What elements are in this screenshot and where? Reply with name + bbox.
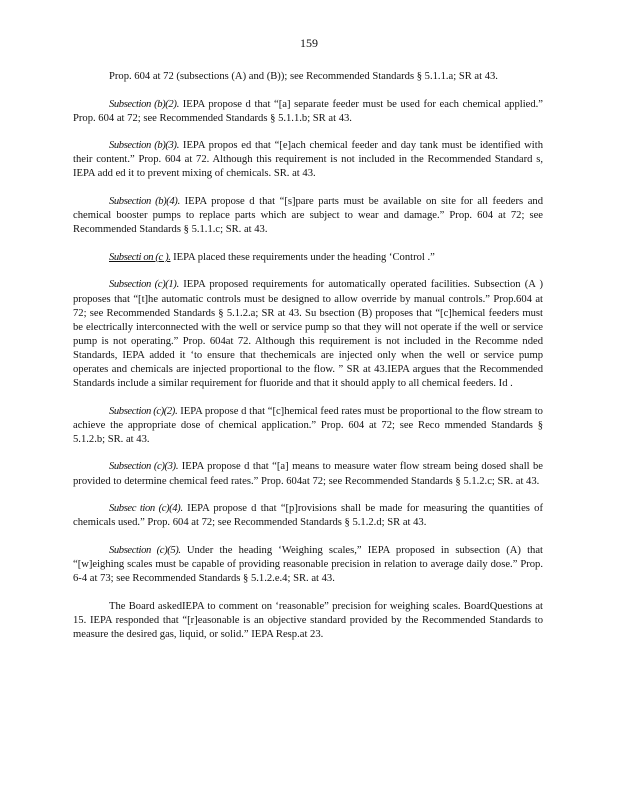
paragraph-text: Prop. 604 at 72 (subsections (A) and (B)); see Recommended Standards § 5.1.1.a; SR at 43. [109,71,498,82]
subsection-heading: Subsection (c)(5). [109,544,181,556]
subsection-heading: Subsecti on (c ). [109,251,171,263]
paragraph-subsection-c3 [73,460,543,488]
paragraph-subsection-b3 [73,139,543,181]
paragraph-text: . IEPA propose d that “[p]rovisions shall be made for measuring the quantities of chemicals used.” Prop. 604 at 72; see Recommended Standards § 5.1.2.d; SR at 43. [73,503,543,529]
paragraph-subsection-b2 [73,98,543,126]
paragraph-board-question [73,600,543,642]
paragraph-subsection-c4 [73,502,543,530]
paragraph-subsection-c2 [73,405,543,447]
document-body [73,70,543,655]
paragraph-text: IEPA placed these requirements under the heading ‘Control .” [170,251,435,263]
subsection-heading: Subsection (c)(1) [109,279,177,291]
page-number: 159 [300,36,318,50]
paragraph-1 [73,70,543,84]
paragraph-text: . IEPA propose d that “[a] means to measure water flow stream being dosed shall be provided to determine chemical feed rates.” Prop. 604at 72; see Recommended Standards § 5.1.2.c; SR. at 43. [73,461,544,487]
subsection-heading: Subsection (b)(2) [109,98,177,110]
paragraph-subsection-c [73,251,543,265]
paragraph-text: . IEPA proposed requirements for automatically operated facilities. Subsection (A ) proposes that “[t]he automatic controls must be designed to allow override by manual controls.” Prop.604 at 72; see Recommended Standards § 5.1.2.a; SR at 43. Su bsection (B) proposes that “[c]hemical feeders must be electrically interconnected with the well or service pump so that they will not operate if the well or service pump is not operating.” Prop. 604at 72. Although this requirement is not included in the Recomme nded Standards, IEPA added it ‘to ensure that thechemicals are injected only when the well or service pump operates and chemicals are injected proportional to the flow. ” SR at 43.IEPA argues that the Recommended Standards include a similar requirement for fluoride and that it should apply to all chemical feeders. Id . [73,279,543,390]
paragraph-text: The Board askedIEPA to comment on ‘reasonable” precision for weighing scales. BoardQuestions at 15. IEPA responded that “[r]easonable is an objective standard provided by the Recommended Standards to measure the desired gas, liquid, or solid.” IEPA Resp.at 23. [73,600,543,640]
subsection-heading: Subsection (b)(4) [109,196,178,208]
subsection-heading: Subsection (c)(2) [109,405,175,417]
paragraph-text: . IEPA propose d that “[a] separate feeder must be used for each chemical applied.” Prop. 604 at 72; see Recommended Standards § 5.1.1.b; SR at 43. [73,98,543,124]
paragraph-subsection-c1 [73,278,543,391]
paragraph-subsection-c5 [73,544,543,586]
subsection-heading: Subsection (b)(3) [109,140,177,152]
subsection-heading: Subsec tion (c)(4) [109,503,181,515]
paragraph-text: . IEPA propose d that “[c]hemical feed rates must be proportional to the flow stream to achieve the appropriate dose of chemical application.” Prop. 604 at 72; see Reco mmended Standards § 5.1.2.b; SR. at 43. [73,405,543,445]
paragraph-subsection-b4 [73,195,543,237]
paragraph-text: . IEPA propose d that “[s]pare parts must be available on site for all feeders and chemical booster pumps to replace parts which are subject to wear and damage.” Prop. 604 at 72; see Recommended Standards § 5.1.1.c; SR. at 43. [73,196,544,236]
subsection-heading: Subsection (c)(3) [109,461,176,473]
paragraph-text: . IEPA propos ed that “[e]ach chemical feeder and day tank must be identified with their content.” Prop. 604 at 72. Although this requirement is not included in the Recommended Standard s, IEPA add ed it to prevent mixing of chemicals. SR. at 43. [73,140,543,180]
paragraph-text: Under the heading ‘Weighing scales,” IEPA proposed in subsection (A) that “[w]eighing scales must be capable of providing reasonable precision in relation to average daily dose.” Prop. 6-4 at 73; see Recommended Standards § 5.1.2.e.4; SR. at 43. [73,544,543,585]
